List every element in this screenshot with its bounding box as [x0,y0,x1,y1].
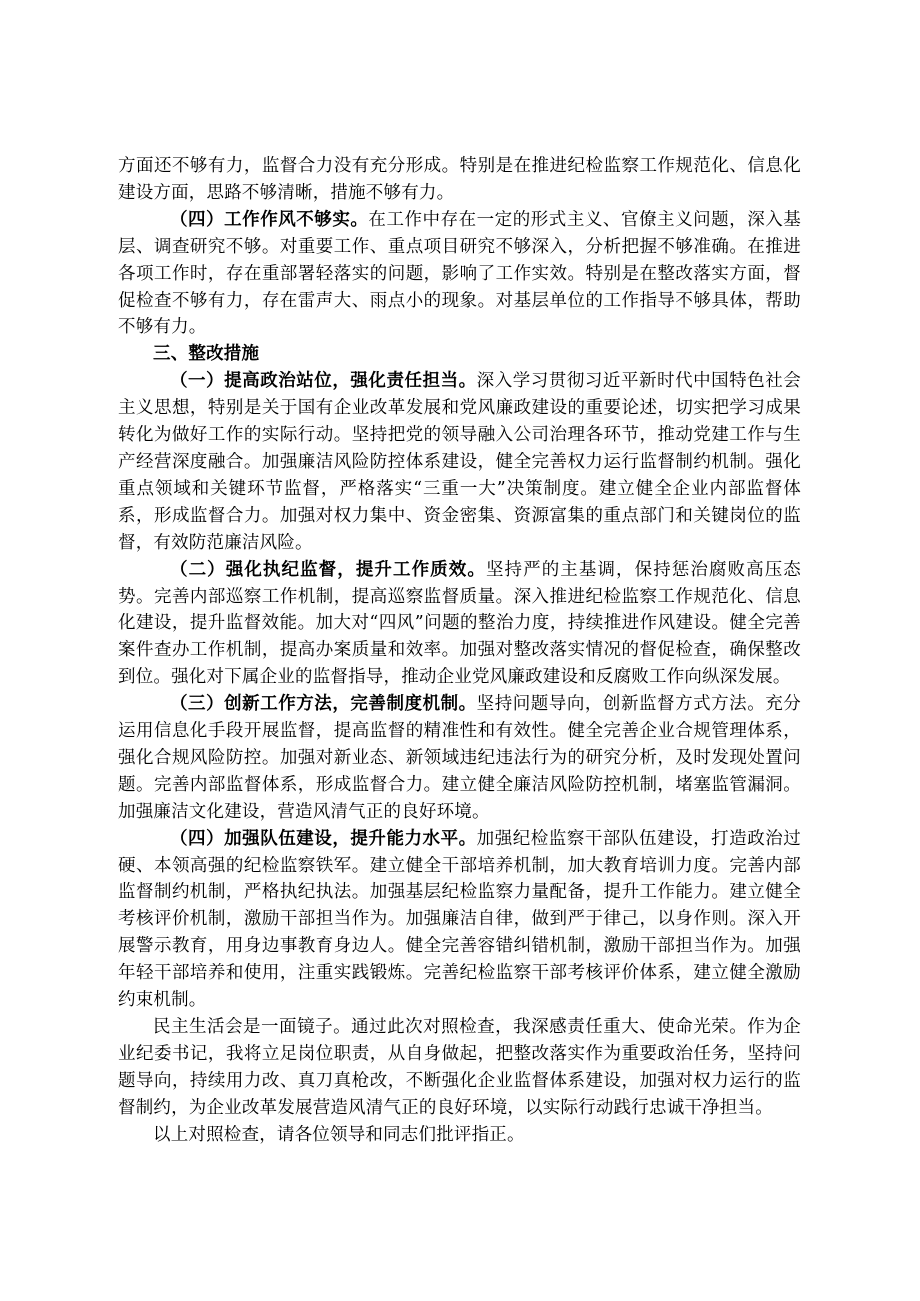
section-title-text: 三、整改措施 [153,344,260,365]
measure-text: 坚持严的主基调，保持惩治腐败高压态势。完善内部巡察工作机制，提高巡察监督质量。深入推进纪检监察工作规范化、信息化建设，提升监督效能。加大对“四风”问题的整治力度，持续推进作风建设。健全完善案件查办工作机制，提高办案质量和效率。加强对整改落实情况的督促检查，确保整改到位。强化对下属企业的监督指导，推动企业党风廉政建设和反腐败工作向纵深发展。 [118,559,801,688]
measure-3 [118,691,801,826]
paragraph-continuation: 方面还不够有力，监督合力没有充分形成。特别是在推进纪检监察工作规范化、信息化建设方面，思路不够清晰，措施不够有力。 [118,156,801,203]
measure-heading: （三）创新工作方法，完善制度机制。 [170,694,477,715]
measure-text: 深入学习贯彻习近平新时代中国特色社会主义思想，特别是关于国有企业改革发展和党风廉政建设的重要论述，切实把学习成果转化为做好工作的实际行动。坚持把党的领导融入公司治理各环节，推动党建工作与生产经营深度融合。加强廉洁风险防控体系建设，健全完善权力运行监督制约机制。强化重点领域和关键环节监督，严格落实“三重一大”决策制度。建立健全企业内部监督体系，形成监督合力。加强对权力集中、资金密集、资源富集的重点部门和关键岗位的监督，有效防范廉洁风险。 [118,371,801,553]
section-title [118,341,801,368]
measure-heading: （二）强化执纪监督，提升工作质效。 [170,559,486,580]
measure-1 [118,368,801,556]
measure-4 [118,826,801,1014]
measure-heading: （四）加强队伍建设，提升能力水平。 [170,828,477,849]
measure-text: 坚持问题导向，创新监督方式方法。充分运用信息化手段开展监督，提高监督的精准性和有效性。健全完善企业合规管理体系，强化合规风险防控。加强对新业态、新领域违纪违法行为的研究分析，及时发现处置问题。完善内部监督体系，形成监督合力。建立健全廉洁风险防控机制，堵塞监管漏洞。加强廉洁文化建设，营造风清气正的良好环境。 [118,694,801,822]
measure-heading: （一）提高政治站位，强化责任担当。 [170,371,477,392]
paragraph-heading: （四）工作作风不够实。 [170,209,369,230]
closing-line: 以上对照检查，请各位领导和同志们批评指正。 [153,1124,525,1145]
measure-text: 加强纪检监察干部队伍建设，打造政治过硬、本领高强的纪检监察铁军。建立健全干部培养机制，加大教育培训力度。完善内部监督制约机制，严格执纪执法。加强基层纪检监察力量配备，提升工作能力。建立健全考核评价机制，激励干部担当作为。加强廉洁自律，做到严于律己，以身作则。深入开展警示教育，用身边事教育身边人。健全完善容错纠错机制，激励干部担当作为。加强年轻干部培养和使用，注重实践锻炼。完善纪检监察干部考核评价体系，建立健全激励约束机制。 [118,828,801,1011]
closing-paragraph: 民主生活会是一面镜子。通过此次对照检查，我深感责任重大、使命光荣。作为企业纪委书记，我将立足岗位职责，从自身做起，把整改落实作为重要政治任务，坚持问题导向，持续用力改、真刀真枪改，不断强化企业监督体系建设，加强对权力运行的监督制约，为企业改革发展营造风清气正的良好环境，以实际行动践行忠诚干净担当。 [118,1017,801,1118]
paragraph-text: 在工作中存在一定的形式主义、官僚主义问题，深入基层、调查研究不够。对重要工作、重点项目研究不够深入，分析把握不够准确。在推进各项工作时，存在重部署轻落实的问题，影响了工作实效。特别是在整改落实方面，督促检查不够有力，存在雷声大、雨点小的现象。对基层单位的工作指导不够具体，帮助不够有力。 [118,209,801,338]
measure-2 [118,557,801,692]
document-body [118,153,801,1149]
paragraph-work-style [118,207,801,342]
